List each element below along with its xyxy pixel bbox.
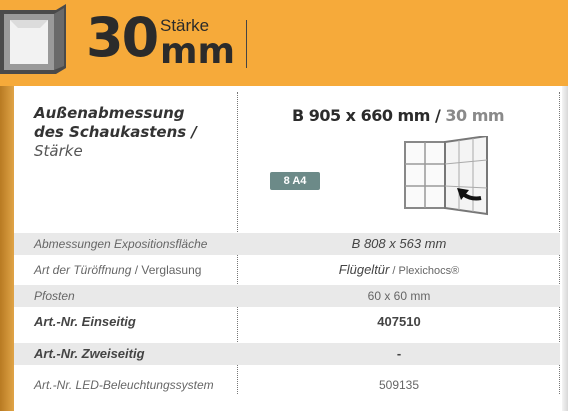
display-case-door-icon <box>399 136 499 216</box>
outer-dimensions <box>238 106 558 125</box>
row-label: Art.-Nr. Einseitig <box>34 314 136 329</box>
capacity-badge: 8 A4 <box>270 172 320 190</box>
row-label: Abmessungen Expositionsfläche <box>34 237 208 251</box>
table-row <box>14 311 560 333</box>
row-value: 509135 <box>378 378 420 392</box>
row-label: Art der Türöffnung / Verglasung <box>34 263 202 277</box>
row-value: B 808 x 563 mm <box>351 236 447 251</box>
thickness-unit: mm <box>160 31 236 72</box>
frame-corner-icon <box>0 4 70 78</box>
spec-heading <box>34 104 234 161</box>
table-row <box>14 374 560 396</box>
heading-line-2: des Schaukastens / <box>34 123 197 141</box>
row-value: 407510 <box>377 314 421 329</box>
table-row <box>14 285 560 307</box>
thickness-label: Stärke <box>160 16 210 35</box>
header-divider <box>246 20 247 68</box>
table-row <box>14 233 560 255</box>
row-value: Flügeltür / Plexichocs® <box>338 262 460 277</box>
thickness-text: 30 mm <box>445 106 505 125</box>
row-value: 60 x 60 mm <box>367 289 431 303</box>
heading-line-1: Außenabmessung <box>34 104 185 122</box>
row-label: Pfosten <box>34 289 75 303</box>
table-row <box>14 343 560 365</box>
row-label: Art.-Nr. LED-Beleuchtungssystem <box>34 378 214 392</box>
dimensions-text: B 905 x 660 mm / <box>291 106 446 125</box>
header-band <box>0 0 568 86</box>
table-row <box>14 259 560 281</box>
right-decoration <box>562 86 568 411</box>
heading-line-3: Stärke <box>34 142 83 160</box>
thickness-number: 30 <box>86 6 158 69</box>
left-decoration <box>0 86 14 411</box>
row-label: Art.-Nr. Zweiseitig <box>34 346 145 361</box>
row-value: - <box>396 346 402 361</box>
